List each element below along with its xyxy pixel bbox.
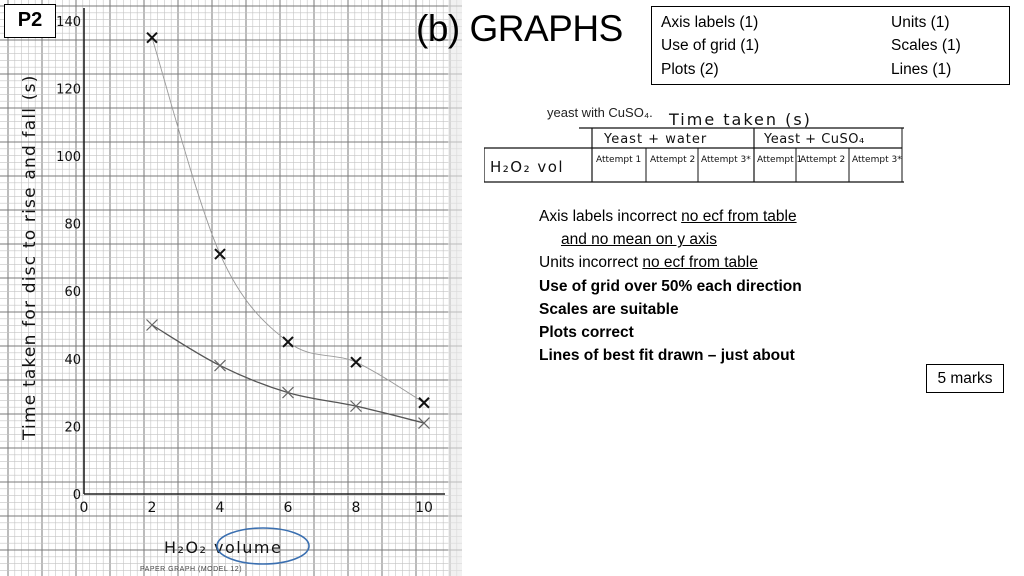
table-group-water: Yeast + water xyxy=(604,132,708,147)
x-tick-label: 6 xyxy=(283,500,293,516)
y-tick-label: 80 xyxy=(64,217,81,233)
page-title: (b) GRAPHS xyxy=(416,8,623,49)
table-attempt-5: Attempt 2 xyxy=(800,155,846,165)
x-tick-label: 10 xyxy=(415,500,433,516)
criterion-lines: Lines (1) xyxy=(891,60,952,78)
graph-canvas xyxy=(0,0,462,576)
criterion-use-of-grid: Use of grid (1) xyxy=(661,37,760,55)
table-group-cuso4: Yeast + CuSO₄ xyxy=(764,132,865,147)
series-2-point xyxy=(351,401,362,412)
table-attempt-2: Attempt 2 xyxy=(650,155,696,165)
graph-scan xyxy=(0,0,462,576)
mark-scheme-left-column xyxy=(661,11,759,81)
table-row-label: H₂O₂ vol xyxy=(490,158,565,176)
series-1-point xyxy=(351,357,361,367)
mark-scheme-right-column xyxy=(891,11,961,81)
criterion-scales: Scales (1) xyxy=(891,37,961,55)
table-header: Time taken (s) xyxy=(669,110,812,129)
series-1-line xyxy=(152,38,424,403)
series-2-point xyxy=(147,320,158,331)
series-2-point xyxy=(419,418,430,429)
series-2-point xyxy=(283,387,294,398)
series-1-point xyxy=(283,337,293,347)
comment-axis-labels-cont xyxy=(539,228,802,251)
comment-lines: Lines of best fit drawn – just about xyxy=(539,347,795,365)
series-2-point xyxy=(215,360,226,371)
comment-plots: Plots correct xyxy=(539,324,634,342)
comment-underlined: no ecf from table xyxy=(642,254,758,272)
y-tick-label: 20 xyxy=(64,420,81,436)
table-attempt-1: Attempt 1 xyxy=(596,155,642,165)
slide-label: P2 xyxy=(4,4,56,38)
comment-underlined: and no mean on y axis xyxy=(561,231,717,249)
criterion-axis-labels: Axis labels (1) xyxy=(661,14,759,31)
comment-scales: Scales are suitable xyxy=(539,300,679,318)
y-tick-label: 140 xyxy=(56,14,81,30)
y-axis-label: Time taken for disc to rise and fall (s) xyxy=(20,74,40,440)
series-2-line xyxy=(152,325,424,423)
criterion-units: Units (1) xyxy=(891,14,950,31)
tick-labels xyxy=(56,15,433,516)
x-tick-label: 2 xyxy=(147,500,157,516)
y-tick-label: 0 xyxy=(72,488,81,503)
table-attempt-6: Attempt 3* xyxy=(852,155,902,165)
table-attempt-3: Attempt 3* xyxy=(701,155,751,165)
x-axis-label: H₂O₂ volume xyxy=(164,538,283,557)
mark-scheme-box xyxy=(651,6,1010,85)
series-1-point xyxy=(419,398,429,408)
marks-box: 5 marks xyxy=(926,364,1004,393)
series-1-point xyxy=(147,33,157,43)
scan-footer-text: PAPER GRAPH (MODEL 12) xyxy=(140,566,243,573)
results-table-scan xyxy=(484,100,904,188)
x-tick-label: 4 xyxy=(215,500,225,516)
examiner-comments xyxy=(539,205,802,367)
scan-edge-shadow xyxy=(448,0,462,576)
table-caption: yeast with CuSO₄. xyxy=(547,105,653,120)
comment-underlined: no ecf from table xyxy=(681,208,797,225)
x-tick-label: 8 xyxy=(351,500,361,516)
y-tick-label: 100 xyxy=(56,150,81,165)
comment-units xyxy=(539,251,802,274)
y-tick-label: 120 xyxy=(56,82,81,98)
comment-text: Units incorrect xyxy=(539,254,643,272)
criterion-plots: Plots (2) xyxy=(661,60,719,78)
y-tick-label: 60 xyxy=(64,285,81,301)
comment-text: Axis labels incorrect xyxy=(539,208,682,225)
y-tick-label: 40 xyxy=(64,352,81,368)
x-tick-label: 0 xyxy=(79,500,89,516)
table-attempt-4: Attempt 1 xyxy=(757,155,803,165)
comment-grid: Use of grid over 50% each direction xyxy=(539,277,802,295)
comment-axis-labels xyxy=(539,205,802,228)
